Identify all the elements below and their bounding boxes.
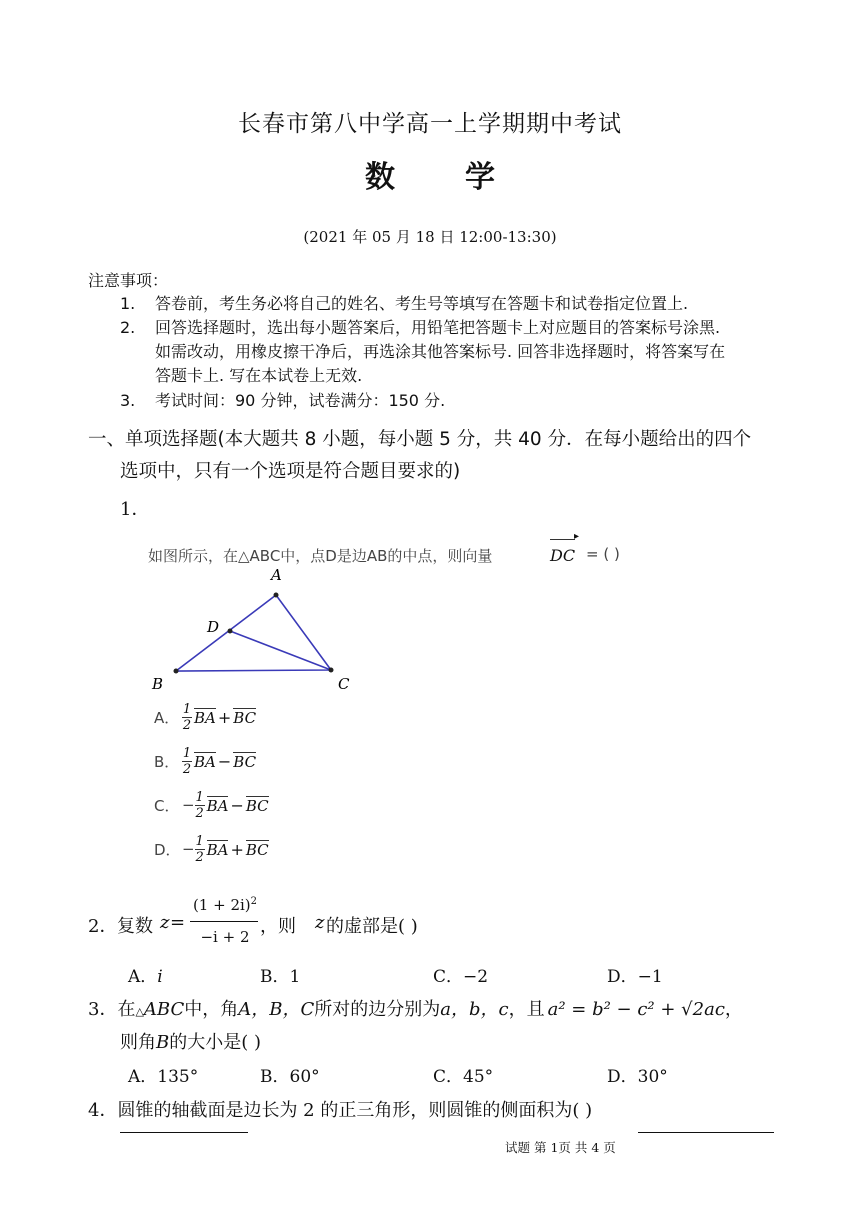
notice-item-1-num: 1. <box>120 294 136 313</box>
question-2-post2: 的虚部是( ) <box>326 916 418 937</box>
label-b: B <box>152 675 164 693</box>
fraction-half: 1 2 <box>195 833 204 865</box>
question-2-post1: ，则 <box>260 916 296 937</box>
question-1-options <box>154 695 269 871</box>
notice-item-2-text: 答题卡上. 写在本试卷上无效. <box>155 366 363 385</box>
option-b[interactable]: B． 1 2 BA − BC <box>154 745 257 777</box>
vector-bc: BC <box>233 752 257 771</box>
triangle-diagram <box>148 565 368 695</box>
q3-option-a[interactable]: A．135° <box>128 1067 199 1087</box>
option-c[interactable]: C． − 1 2 BA − BC <box>154 789 269 821</box>
question-3-line1: 3．在△ABC中，角A，B，C所对的边分别为a，b，c，且 a² = b² − c² + √2ac， <box>88 999 743 1020</box>
vector-arrow: ▸ <box>550 539 575 546</box>
question-1-stem: 如图所示，在△ABC中，点D是边AB的中点，则向量 <box>148 547 493 565</box>
exam-title: 长春市第八中学高一上学期期中考试 <box>238 111 622 137</box>
point-a <box>274 593 279 598</box>
q3-option-b[interactable]: B．60° <box>260 1067 320 1087</box>
page-footer: 试题 第 1页 共 4 页 <box>505 1140 616 1155</box>
vector-ba: BA <box>194 752 216 771</box>
label-a: A <box>271 566 282 584</box>
notice-item-3-num: 3. <box>120 391 136 410</box>
question-1-figure <box>148 531 648 865</box>
notice-item-2-text: 如需改动，用橡皮擦干净后，再选涂其他答案标号. 回答非选择题时，将答案写在 <box>155 342 726 361</box>
fraction-bar <box>190 921 258 922</box>
notice-item-2-text: 回答选择题时，选出每小题答案后，用铅笔把答题卡上对应题目的答案标号涂黑. <box>155 318 721 337</box>
fraction-denominator: −i + 2 <box>200 928 250 946</box>
point-b <box>174 669 179 674</box>
question-3-line2: 则角B的大小是( ) <box>120 1032 262 1053</box>
fraction-half: 1 2 <box>182 701 192 733</box>
triangle-abc <box>176 595 331 671</box>
subject-char-1: 数 <box>365 160 395 195</box>
question-1-number: 1． <box>120 499 150 520</box>
fraction-half: 1 2 <box>182 745 192 777</box>
question-2-number: 2． <box>88 916 118 937</box>
label-c: C <box>338 675 350 693</box>
vector-ba: BA <box>194 708 216 727</box>
q2-option-b[interactable]: B．1 <box>260 967 301 987</box>
question-2-pre: 复数 <box>117 916 153 937</box>
question-1-paren: = ( ) <box>586 545 620 563</box>
equals-sign: = <box>170 912 186 933</box>
footer-rule-left <box>120 1132 248 1133</box>
question-4: 4．圆锥的轴截面是边长为 2 的正三角形，则圆锥的侧面积为( ) <box>88 1100 593 1121</box>
vector-ba: BA <box>206 840 229 859</box>
q3-option-d[interactable]: D．30° <box>607 1067 668 1087</box>
subject-char-2: 学 <box>465 160 495 195</box>
section-heading-cont: 选项中，只有一个选项是符合题目要求的) <box>120 461 461 482</box>
vector-bc: BC <box>233 708 257 727</box>
subject-title <box>0 152 860 196</box>
vector-bc: BC <box>245 796 269 815</box>
option-d[interactable]: D． − 1 2 BA + BC <box>154 833 269 865</box>
variable-z: z <box>160 912 170 933</box>
q2-option-a[interactable]: A．i <box>128 967 163 987</box>
q2-option-d[interactable]: D．−1 <box>607 967 663 987</box>
q3-option-c[interactable]: C．45° <box>433 1067 494 1087</box>
section-heading: 一、单项选择题(本大题共 8 小题，每小题 5 分，共 40 分．在每小题给出的四个 <box>88 429 752 450</box>
law-of-cosines-formula: a² = b² − c² + √2ac <box>547 999 725 1020</box>
label-d: D <box>207 618 220 636</box>
footer-rule-right <box>638 1132 774 1133</box>
notice-item-3-text: 考试时间：90 分钟，试卷满分：150 分. <box>155 391 446 410</box>
vector-dc: ▸ DC <box>550 531 580 565</box>
exam-date: (2021 年 05 月 18 日 12:00-13:30) <box>303 228 557 246</box>
point-c <box>329 668 334 673</box>
fraction-half: 1 2 <box>195 789 204 821</box>
vector-bc: BC <box>245 840 269 859</box>
variable-z-2: z <box>315 912 325 933</box>
notice-item-1-text: 答卷前，考生务必将自己的姓名、考生号等填写在答题卡和试卷指定位置上. <box>155 294 689 313</box>
point-d <box>228 629 233 634</box>
vector-ba: BA <box>206 796 229 815</box>
fraction-numerator: $(1 + 2i)^2$ <box>192 896 258 914</box>
notice-item-2-num: 2. <box>120 318 136 337</box>
q2-option-c[interactable]: C．−2 <box>433 967 489 987</box>
option-a[interactable]: A． 1 2 BA + BC <box>154 701 257 733</box>
notice-heading: 注意事项： <box>88 271 169 290</box>
